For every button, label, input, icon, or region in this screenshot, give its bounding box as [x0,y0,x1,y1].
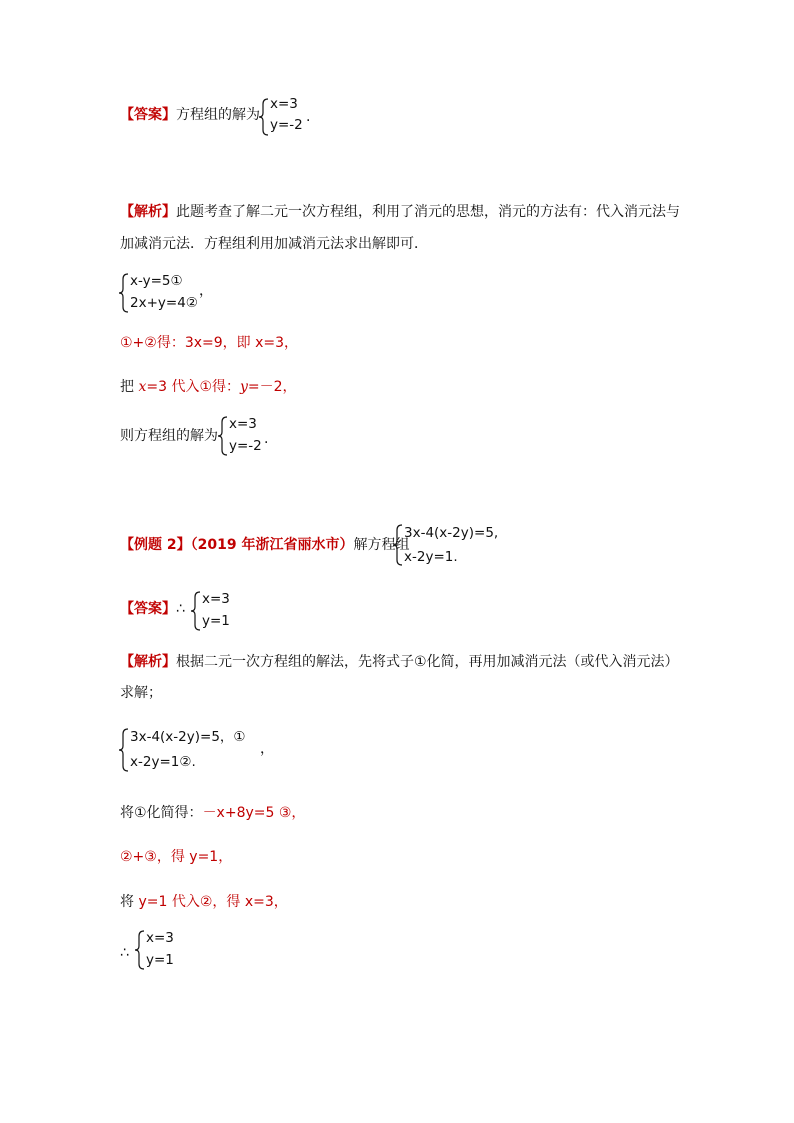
analysis2-line1 [120,655,679,669]
equation-line: 3x-4(x-2y)=5，① [130,729,246,745]
equation-line: x=3 [146,930,174,946]
analysis2-line2: 求解； [120,685,162,701]
brace-icon [134,930,146,970]
equation-line: y=-2 [270,117,303,133]
analysis-text: 根据二元一次方程组的解法，先将式子①化简，再用加减消元法（或代入消元法） [176,654,679,670]
period: . [264,431,269,447]
analysis1-line2: 加减消元法．方程组利用加减消元法求出解即可． [120,236,428,252]
step-line: 将①化简得：－x+8y=5 ③， [120,805,306,821]
step-line: 把 x=3 代入①得：y=－2， [120,379,297,395]
therefore-symbol: ∴ [176,601,185,617]
example-tag: 【例题 2】 [120,537,191,553]
equation-line: 2x+y=4② [130,295,198,311]
answer1-line [120,108,260,122]
step-line: ②+③，得 y=1， [120,849,233,865]
brace-icon [118,273,130,313]
equation-line: x-2y=1②. [130,754,196,770]
equation-line: x=3 [202,591,230,607]
equation-line: x=3 [270,96,298,112]
brace-icon [392,524,404,566]
brace-icon [190,591,202,631]
step-line: 则方程组的解为 [120,428,218,444]
equation-line: 3x-4(x-2y)=5, [404,525,499,541]
answer-tag: 【答案】 [120,107,176,123]
equation-line: y=1 [146,952,174,968]
equation-line: y=1 [202,613,230,629]
equation-line: x-y=5① [130,273,183,289]
comma: ， [260,741,274,757]
brace-icon [217,416,229,456]
answer-tag: 【答案】 [120,601,176,617]
therefore-symbol: ∴ [120,945,129,961]
analysis-tag: 【解析】 [120,654,176,670]
equation-line: x=3 [229,416,257,432]
equation-line: y=-2 [229,438,262,454]
step-line: ①+②得：3x=9，即 x=3， [120,335,299,351]
comma: ， [199,283,213,299]
example2-line [120,538,409,552]
brace-icon [258,98,270,136]
period: . [306,109,311,125]
analysis1-line1 [120,205,680,219]
equation-line: x-2y=1. [404,549,458,565]
answer-text: 方程组的解为 [176,107,260,123]
step-line: 将 y=1 代入②，得 x=3， [120,894,288,910]
analysis-tag: 【解析】 [120,204,176,220]
answer2-line [120,602,185,616]
analysis-text: 此题考查了解二元一次方程组，利用了消元的思想，消元的方法有：代入消元法与 [176,204,680,220]
brace-icon [118,728,130,772]
example-text: 解方程组 [353,537,410,553]
example-source: （2019 年浙江省丽水市） [190,537,354,553]
